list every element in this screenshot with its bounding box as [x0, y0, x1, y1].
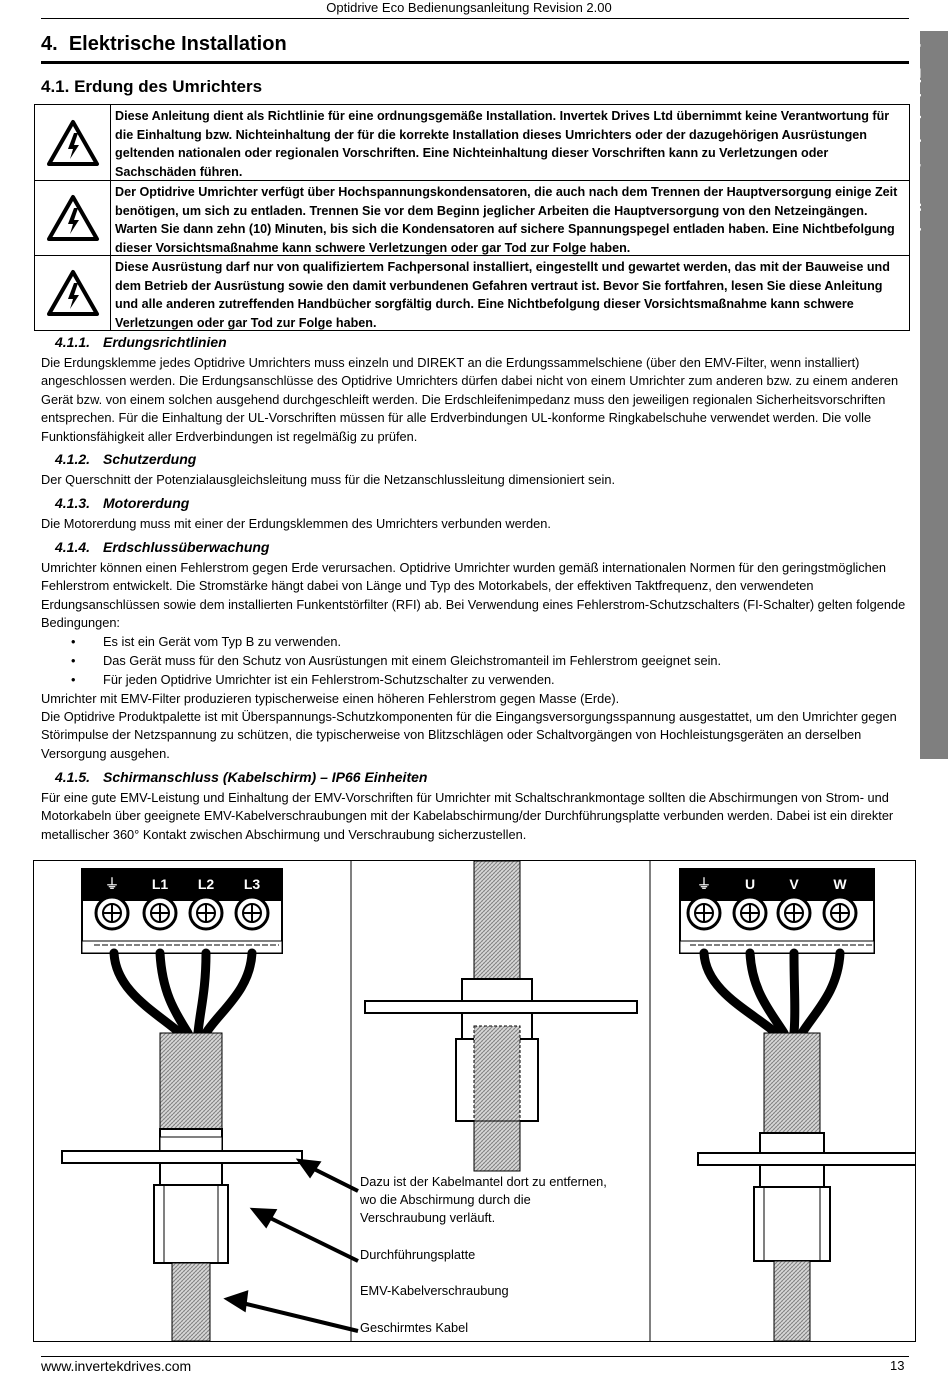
- paragraph-schirmanschluss: Für eine gute EMV-Leistung und Einhaltung der EMV-Vorschriften für Umrichter mit Schaltschrankmontage sollten die Abschirmungen von Strom- und Motorkabeln über geeignete EMV-Kabelverschraubungen mit der Kabelabschirmung/der Durchführungsplatte verbunden werden. Dabei ist ein direkter metallischer 360° Kontakt zwischen Abschirmung und Verschraubung sicherzustellen.: [41, 790, 894, 842]
- left-cable-shield: [160, 1033, 222, 1129]
- terminal-label: L3: [243, 876, 261, 892]
- subsection-number: 4.1.3.: [55, 495, 91, 511]
- caption-emc-gland: EMV-Kabelverschraubung: [360, 1283, 509, 1298]
- subsection-heading-4-1-1: [55, 334, 227, 350]
- right-gland-plate: [698, 1153, 915, 1165]
- subsection-heading-4-1-4: [55, 539, 269, 555]
- cable-gland-figure: [33, 860, 916, 1342]
- caption-shielded-cable: Geschirmtes Kabel: [360, 1320, 469, 1335]
- subsection-title: Schutzerdung: [103, 451, 197, 467]
- middle-cable-lower: [474, 1121, 520, 1171]
- chapter-title: [41, 33, 287, 56]
- warning-row: [35, 255, 909, 330]
- header-rule: [41, 18, 909, 19]
- chapter-rule: [41, 61, 909, 64]
- terminal-label: U: [744, 876, 756, 892]
- warning-text: Der Optidrive Umrichter verfügt über Hochspannungskondensatoren, die auch nach dem Trennen der Hauptversorgung einige Zeit benötigen, um sich zu entladen. Trennen Sie vor dem Beginn jeglicher Arbeiten die Hauptversorgung von den Netzeingängen. Warten Sie dann zehn (10) Minuten, bis sich die Kondensatoren auf sichere Spannungspegel entladen haben. Eine Nichtbefolgung dieser Vorsichtsmaßnahme kann schwere Verletzungen oder gar Tod zur Folge haben.: [115, 185, 898, 255]
- right-emc-gland: [754, 1187, 830, 1261]
- figure-drawing: [34, 861, 915, 1341]
- paragraph-ueberspannung: Die Optidrive Produktpalette ist mit Überspannungs-Schutzkomponenten für die Eingangsversorgungsspannung ausgestattet, um den Umrichter gegen Störimpulse der Netzspannung zu schützen, die typischerweise von Blitzschlägen oder Schaltvorgängen von Hochleistungsgeräten an derselben Versorgung ausgehen.: [41, 709, 897, 761]
- left-gland-plate: [62, 1151, 302, 1163]
- side-tab-number: 4: [905, 39, 924, 49]
- footer-url: www.invertekdrives.com: [41, 1358, 192, 1374]
- terminal-label: ⏚: [105, 876, 119, 892]
- subsection-number: 4.1.4.: [55, 539, 91, 555]
- high-voltage-warning-icon: [35, 181, 111, 255]
- subsection-number: 4.1.1.: [55, 334, 91, 350]
- high-voltage-warning-icon: [35, 105, 111, 180]
- subsection-title: Motorerdung: [103, 495, 190, 511]
- paragraph-motorerdung: Die Motorerdung muss mit einer der Erdungsklemmen des Umrichters verbunden werden.: [41, 516, 551, 531]
- subsection-title: Erdungsrichtlinien: [103, 334, 227, 350]
- caption-strip-jacket-2: wo die Abschirmung durch die: [360, 1192, 531, 1207]
- caption-strip-jacket-3: Verschraubung verläuft.: [360, 1210, 496, 1225]
- leader-arrows: [228, 1161, 358, 1331]
- paragraph-erdungsrichtlinien: Die Erdungsklemme jedes Optidrive Umrichters muss einzeln und DIREKT an die Erdungssammelschiene (über den EMV-Filter, wenn installiert) angeschlossen werden. Die Erdungsanschlüsse des Optidrive Umrichters dürfen dabei nicht von einem Umrichter zum anderen bzw. zu einem anderen Gerät bzw. von einem solchen ausgehend durchgeschleift werden. Die Erdschleifenimpedanz muss den jeweiligen regionalen Sicherheitsvorschriften entsprechen. Für die Einhaltung der UL-Vorschriften müssen für alle Erdverbindungen UL-konforme Ringkabelschuhe verwendet werden. Die volle Funktionsfähigkeit aller Erdverbindungen ist regelmäßig zu prüfen.: [41, 355, 899, 444]
- right-cable-wires: [704, 953, 840, 1033]
- side-tab: [905, 31, 948, 759]
- footer-rule: [41, 1356, 909, 1357]
- warning-row: [35, 180, 909, 255]
- side-tab-title: Elektrische Installation: [905, 67, 924, 253]
- left-shielded-cable: [172, 1263, 210, 1341]
- right-cable-shield: [764, 1033, 820, 1133]
- terminal-label: W: [833, 876, 847, 892]
- subsection-number: 4.1.2.: [55, 451, 91, 467]
- left-emc-gland: [154, 1185, 228, 1263]
- chapter-title-text: Elektrische Installation: [68, 33, 287, 55]
- subsection-heading-4-1-5: [55, 769, 427, 785]
- paragraph-emv-filter: Umrichter mit EMV-Filter produzieren typischerweise einen höheren Fehlerstrom gegen Masse (Erde).: [41, 691, 620, 706]
- subsection-title: Erdschlussüberwachung: [103, 539, 270, 555]
- warning-text: Diese Anleitung dient als Richtlinie für eine ordnungsgemäße Installation. Invertek Drives Ltd übernimmt keine Verantwortung für die Einhaltung bzw. Nichteinhaltung der für die korrekte Installation dieses Umrichters oder der dazugehörigen Ausrüstungen geltenden nationalen oder regionalen Vorschriften. Eine Nichteinhaltung dieser Vorschriften kann zu Verletzungen oder Sachschäden führen.: [115, 109, 890, 179]
- right-shielded-cable: [774, 1261, 810, 1341]
- terminal-label: L2: [197, 876, 215, 892]
- subsection-number: 4.1.5.: [55, 769, 91, 785]
- paragraph-schutzerdung: Der Querschnitt der Potenzialausgleichsleitung muss für die Netzanschlussleitung dimensioniert sein.: [41, 472, 616, 487]
- page-number: 13: [890, 1358, 905, 1373]
- subsection-heading-4-1-2: [55, 451, 196, 467]
- terminal-label: L1: [151, 876, 169, 892]
- warning-row: [35, 105, 909, 180]
- paragraph-erdschluss: Umrichter können einen Fehlerstrom gegen Erde verursachen. Optidrive Umrichter wurden gemäß internationalen Normen für den geringstmöglichen Fehlerstrom entwickelt. Die Stromstärke hängt dabei von Länge und Typ des Motorkabels, der effektiven Taktfrequenz, den verwendeten Erdungsanschlüssen sowie dem installierten Funkentstörfilter (RFI) ab. Bei Verwendung eines Fehlerstrom-Schutzschalters (FI-Schalter) gelten folgende Bedingungen:: [41, 560, 906, 631]
- running-header: Optidrive Eco Bedienungsanleitung Revision 2.00: [326, 0, 612, 15]
- section-title: 4.1. Erdung des Umrichters: [41, 77, 263, 96]
- terminal-label: V: [789, 876, 799, 892]
- chapter-number: 4.: [41, 33, 58, 55]
- caption-gland-plate: Durchführungsplatte: [360, 1247, 476, 1262]
- warning-table: [34, 104, 910, 331]
- caption-strip-jacket-1: Dazu ist der Kabelmantel dort zu entfernen,: [360, 1174, 607, 1189]
- subsection-title: Schirmanschluss (Kabelschirm) – IP66 Einheiten: [103, 769, 428, 785]
- warning-text: Diese Ausrüstung darf nur von qualifiziertem Fachpersonal installiert, eingestellt und gewartet werden, das mit der Bauweise und dem Betrieb der Ausrüstung sowie den damit verbundenen Gefahren vertraut ist. Bevor Sie fortfahren, lesen Sie diese Anleitung und alle anderen zutreffenden Handbücher sorgfältig durch. Eine Nichtbefolgung dieser Vorsichtsmaßnahme kann schwere Verletzungen oder gar Tod zur Folge haben.: [115, 260, 890, 330]
- left-cable-wires: [114, 953, 252, 1033]
- subsection-heading-4-1-3: [55, 495, 189, 511]
- middle-gland-plate: [365, 1001, 637, 1013]
- high-voltage-warning-icon: [35, 256, 111, 330]
- terminal-label: ⏚: [697, 876, 711, 892]
